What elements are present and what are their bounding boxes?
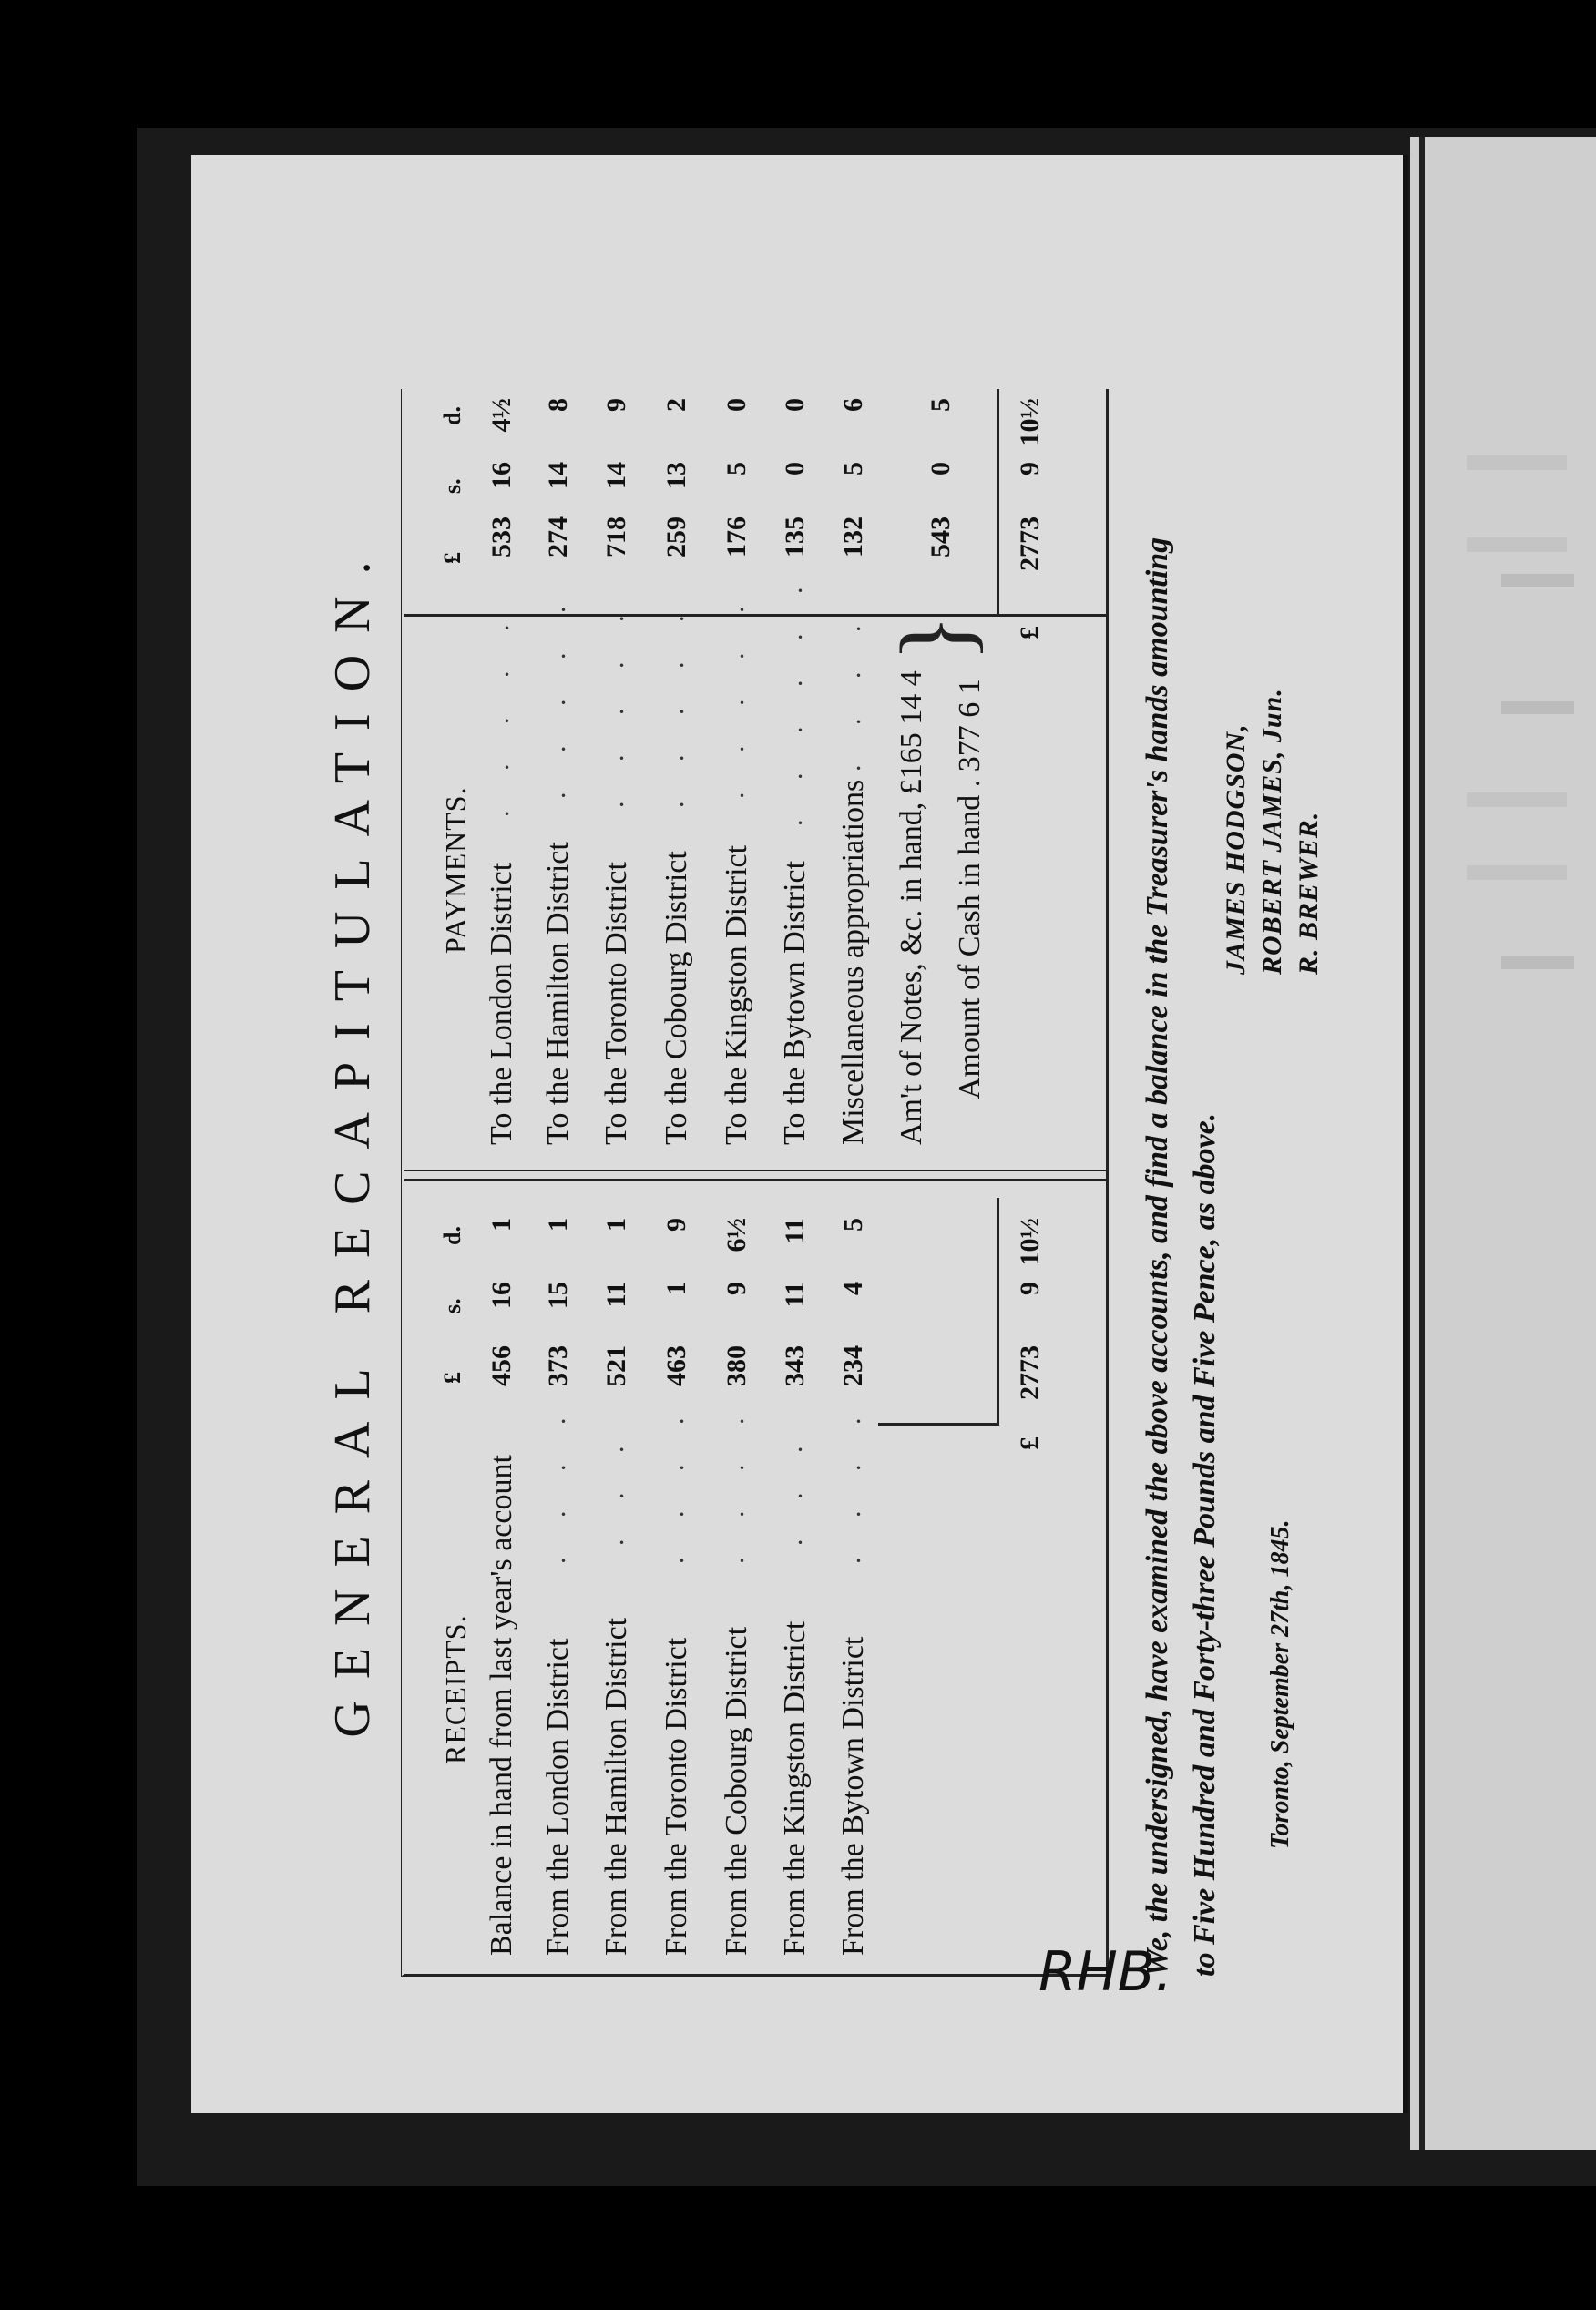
receipts-row-shillings: 4 bbox=[838, 1282, 868, 1295]
receipts-row-label: From the Kingston District bbox=[778, 1620, 812, 1956]
receipts-row-pence: 9 bbox=[661, 1218, 691, 1232]
receipts-row-dots: . . . bbox=[599, 1429, 629, 1546]
receipts-row-pence: 1 bbox=[486, 1218, 517, 1232]
receipts-row-dots: . . . . bbox=[541, 1401, 571, 1564]
page-title: GENERAL RECAPITULATION. bbox=[324, 539, 381, 1738]
certification-line: to Five Hundred and Forty-three Pounds and Five Pence, as above. bbox=[1188, 1112, 1222, 1977]
payments-total-rule bbox=[997, 389, 999, 617]
cash-in-hand-label: Amount of Cash in hand . 377 6 1 bbox=[953, 679, 987, 1099]
receipts-row-pence: 1 bbox=[601, 1218, 631, 1232]
bleed-through bbox=[1467, 455, 1567, 470]
facing-page-edge bbox=[1410, 137, 1596, 2150]
ghost-text bbox=[1501, 956, 1574, 969]
handwritten-initials: RHB. bbox=[1038, 1940, 1173, 2004]
bleed-through bbox=[1467, 792, 1567, 807]
receipts-total-rule bbox=[997, 1198, 999, 1426]
receipts-row-label: From the London District bbox=[541, 1638, 575, 1956]
ghost-text bbox=[1501, 701, 1574, 714]
receipts-row-dots: . . . . bbox=[836, 1401, 866, 1564]
receipts-row-label: Balance in hand from last year's account bbox=[485, 1455, 518, 1956]
page-seam bbox=[1419, 137, 1425, 2150]
payments-unit-shillings: s. bbox=[439, 478, 466, 494]
balance-pence: 5 bbox=[926, 398, 956, 412]
rotated-content bbox=[273, 228, 1412, 2049]
receipts-row-label: From the Hamilton District bbox=[599, 1617, 633, 1956]
receipts-total-pounds: 2773 bbox=[1015, 1345, 1045, 1400]
payments-row-label: To the Toronto District bbox=[599, 862, 633, 1145]
signatory: ROBERT JAMES, Jun. bbox=[1257, 688, 1287, 975]
receipts-row-pounds: 373 bbox=[543, 1345, 573, 1386]
receipts-total-shillings: 9 bbox=[1015, 1282, 1045, 1295]
receipts-row-shillings: 16 bbox=[486, 1282, 517, 1309]
payments-row-pounds: 176 bbox=[721, 516, 752, 557]
receipts-row-dots: . . . bbox=[778, 1429, 808, 1546]
payments-total-pounds: 2773 bbox=[1015, 516, 1045, 571]
payments-row-shillings: 14 bbox=[543, 462, 573, 489]
payments-row-dots: . . . . . bbox=[599, 598, 629, 808]
payments-row-pounds: 718 bbox=[601, 516, 631, 557]
ghost-text bbox=[1501, 574, 1574, 587]
receipts-row-pence: 11 bbox=[780, 1218, 810, 1244]
receipts-row-label: From the Toronto District bbox=[660, 1637, 693, 1956]
payments-unit-pounds: £ bbox=[439, 552, 466, 564]
receipts-row-shillings: 11 bbox=[601, 1282, 631, 1308]
payments-row-dots: . . . . . bbox=[485, 608, 515, 817]
payments-row-shillings: 16 bbox=[486, 462, 517, 489]
payments-row-dots: . . . . bbox=[836, 608, 866, 772]
payments-total-shillings: 9 bbox=[1015, 462, 1045, 475]
receipts-unit-pounds: £ bbox=[439, 1372, 466, 1384]
payments-row-shillings: 5 bbox=[838, 462, 868, 475]
signatory: JAMES HODGSON, bbox=[1221, 723, 1251, 975]
payments-row-dots: . . . . . bbox=[720, 589, 750, 799]
payments-row-dots: . . . . . bbox=[660, 598, 690, 808]
payments-row-label: To the London District bbox=[485, 862, 518, 1145]
bracket: } bbox=[880, 614, 991, 662]
receipts-unit-shillings: s. bbox=[439, 1298, 466, 1313]
payments-row-label: To the Hamilton District bbox=[541, 842, 575, 1145]
receipts-row-label: From the Cobourg District bbox=[720, 1626, 753, 1956]
receipts-row-pence: 6½ bbox=[721, 1218, 752, 1252]
receipts-row-pence: 1 bbox=[543, 1218, 573, 1232]
payments-row-label: To the Kingston District bbox=[720, 844, 753, 1145]
payments-row-pence: 6 bbox=[838, 398, 868, 412]
payments-row-shillings: 5 bbox=[721, 462, 752, 475]
payments-row-pence: 2 bbox=[661, 398, 691, 412]
certification bbox=[1134, 337, 1229, 1977]
payments-row-pence: 0 bbox=[721, 398, 752, 412]
payments-row-shillings: 13 bbox=[661, 462, 691, 489]
payments-row-pence: 4½ bbox=[486, 398, 517, 433]
payments-row-label: To the Cobourg District bbox=[660, 851, 693, 1145]
payments-total-pence: 10½ bbox=[1015, 398, 1045, 446]
receipts-row-pounds: 234 bbox=[838, 1345, 868, 1386]
payments-row-dots: . . . . . . bbox=[778, 570, 808, 826]
receipts-sum-rule bbox=[878, 1423, 997, 1426]
payments-row-pence: 9 bbox=[601, 398, 631, 412]
receipts-row-shillings: 1 bbox=[661, 1282, 691, 1295]
payments-row-pounds: 135 bbox=[780, 516, 810, 557]
payments-heading: PAYMENTS. bbox=[439, 786, 472, 954]
receipts-row-pounds: 456 bbox=[486, 1345, 517, 1386]
payments-total-symbol: £ bbox=[1015, 626, 1045, 639]
receipts-row-pounds: 521 bbox=[601, 1345, 631, 1386]
payments-row-shillings: 0 bbox=[780, 462, 810, 475]
receipts-row-pounds: 463 bbox=[661, 1345, 691, 1386]
receipts-row-label: From the Bytown District bbox=[836, 1636, 870, 1956]
receipts-heading: RECEIPTS. bbox=[439, 1614, 472, 1764]
payments-row-label: Miscellaneous appropriations bbox=[836, 779, 870, 1145]
receipts-row-shillings: 11 bbox=[780, 1282, 810, 1308]
payments-row-label: To the Bytown District bbox=[778, 860, 812, 1145]
payments-row-pence: 8 bbox=[543, 398, 573, 412]
bleed-through bbox=[1467, 537, 1567, 552]
recapitulation-table bbox=[401, 389, 1109, 1977]
receipts-row-pence: 5 bbox=[838, 1218, 868, 1232]
receipts-row-pounds: 343 bbox=[780, 1345, 810, 1386]
receipts-row-pounds: 380 bbox=[721, 1345, 752, 1386]
balance-shillings: 0 bbox=[926, 462, 956, 475]
certification-line: We, the undersigned, have examined the above accounts, and find a balance in the Treasurer's hands amounting bbox=[1141, 537, 1174, 1977]
payments-row-pounds: 274 bbox=[543, 516, 573, 557]
receipts-total-pence: 10½ bbox=[1015, 1218, 1045, 1266]
receipts-row-shillings: 15 bbox=[543, 1282, 573, 1309]
payments-row-shillings: 14 bbox=[601, 462, 631, 489]
payments-row-pounds: 259 bbox=[661, 516, 691, 557]
payments-row-pounds: 533 bbox=[486, 516, 517, 557]
balance-pounds: 543 bbox=[926, 516, 956, 557]
column-divider bbox=[404, 1170, 1106, 1181]
receipts-row-dots: . . . . bbox=[660, 1401, 690, 1564]
payments-row-pence: 0 bbox=[780, 398, 810, 412]
payments-unit-pence: d. bbox=[439, 406, 466, 425]
receipts-row-shillings: 9 bbox=[721, 1282, 752, 1295]
signatory: R. BREWER. bbox=[1294, 811, 1324, 975]
receipts-row-dots: . . . . bbox=[720, 1401, 750, 1564]
payments-row-pounds: 132 bbox=[838, 516, 868, 557]
notes-in-hand-label: Am't of Notes, &c. in hand, £165 14 4 bbox=[895, 670, 928, 1145]
receipts-unit-pence: d. bbox=[439, 1226, 466, 1245]
payments-row-dots: . . . . . bbox=[541, 589, 571, 799]
receipts-total-symbol: £ bbox=[1015, 1436, 1045, 1450]
bleed-through bbox=[1467, 865, 1567, 880]
date-line: Toronto, September 27th, 1845. bbox=[1266, 1519, 1294, 1849]
